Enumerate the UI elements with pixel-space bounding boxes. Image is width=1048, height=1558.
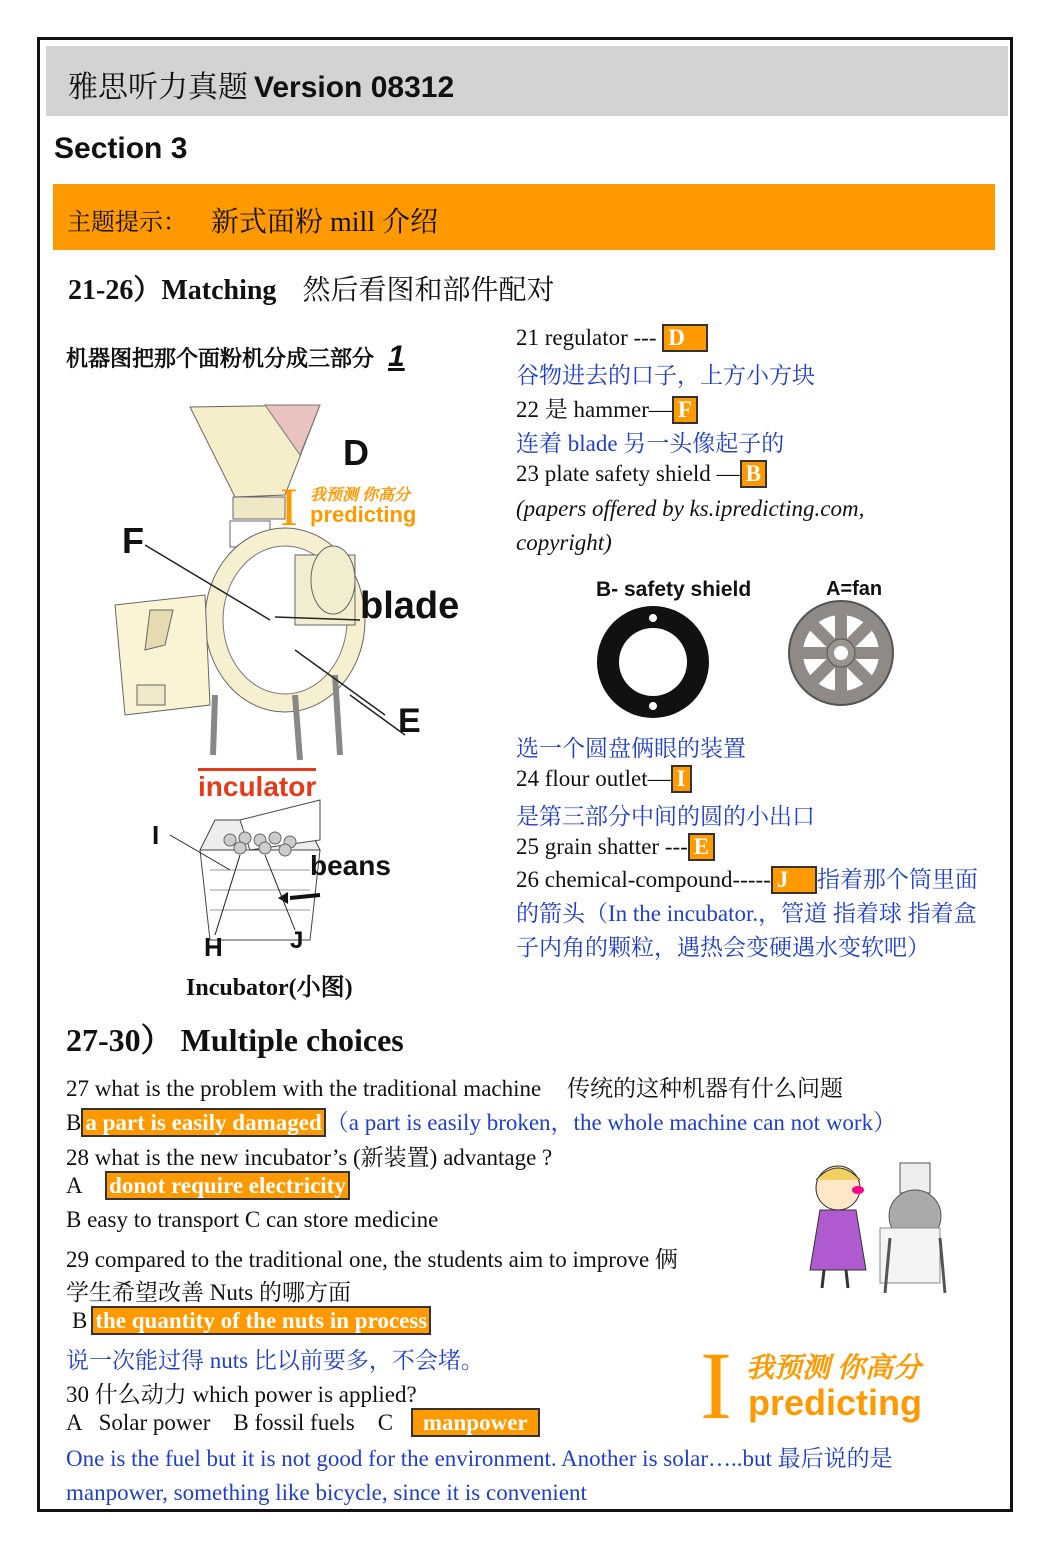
q27 xyxy=(66,1070,843,1103)
q21-text: 21 regulator --- xyxy=(516,325,657,350)
q21-note: 谷物进去的口子，上方小方块 xyxy=(516,363,815,388)
q23-answer: B xyxy=(740,460,767,488)
q24 xyxy=(516,765,692,793)
bottom-logo-en: predicting xyxy=(748,1382,923,1423)
page-title xyxy=(68,62,454,106)
q29: 29 compared to the traditional one, the students aim to improve 俩 xyxy=(66,1247,678,1272)
q30-options-text: A Solar power B fossil fuels C xyxy=(66,1410,394,1435)
fan-label: A=fan xyxy=(826,578,883,600)
q24-answer: I xyxy=(671,765,692,793)
topic-value: 新式面粉 mill 介绍 xyxy=(211,207,439,238)
label-i-incubator: I xyxy=(152,820,160,850)
machine-caption-text: 机器图把那个面粉机分成三部分 xyxy=(66,346,375,371)
q26-note: 指着那个筒里面的箭头（In the incubator.，管道 指着球 指着盒子内角的颗粒，遇热会变硬遇水变软吧） xyxy=(516,867,978,960)
q29-line2: 学生希望改善 Nuts 的哪方面 xyxy=(66,1280,351,1305)
q26-text: 26 chemical-compound----- xyxy=(516,867,771,892)
watermark-i: I xyxy=(280,477,298,537)
q30-note: One is the fuel but it is not good for the environment. Another is solar…..but 最后说的是 manpower, something like bicycle, since it is convenient xyxy=(66,1446,893,1505)
label-d: D xyxy=(343,432,369,473)
q21 xyxy=(516,324,708,352)
matching-title-en: 21-26）Matching xyxy=(68,275,277,306)
watermark-en: predicting xyxy=(310,502,417,527)
title-cn: 雅思听力真题 xyxy=(68,71,248,104)
q28: 28 what is the new incubator’s (新装置) advantage ? xyxy=(66,1145,553,1170)
q27-note: （a part is easily broken，the whole machine can not work） xyxy=(325,1110,897,1135)
q30-options xyxy=(66,1410,540,1436)
q25-text: 25 grain shatter --- xyxy=(516,834,688,859)
topic-bar xyxy=(53,184,995,250)
q27-text: 27 what is the problem with the traditional machine xyxy=(66,1076,542,1101)
safety-shield-image xyxy=(596,605,716,725)
q25-answer: E xyxy=(688,833,715,861)
q23-text: 23 plate safety shield — xyxy=(516,461,740,486)
q27-answer-line xyxy=(66,1104,896,1137)
q29-answer: the quantity of the nuts in process xyxy=(91,1306,431,1335)
q22-answer: F xyxy=(672,396,698,424)
watermark-logo xyxy=(280,477,455,537)
q29-letter: B xyxy=(72,1308,88,1333)
label-j: J xyxy=(290,927,304,954)
q29-note: 说一次能过得 nuts 比以前要多，不会堵。 xyxy=(66,1348,484,1373)
q25 xyxy=(516,833,715,861)
q30-answer: manpower xyxy=(411,1408,540,1437)
q28-others: B easy to transport C can store medicine xyxy=(66,1207,439,1232)
label-beans: beans xyxy=(310,850,391,881)
label-inculator: inculator xyxy=(198,768,316,803)
choose-note: 选一个圆盘俩眼的装置 xyxy=(516,736,746,761)
machine-caption-num: 1 xyxy=(388,340,405,373)
watermark-cn: 我预测 你高分 xyxy=(310,487,411,504)
q27-answer: a part is easily damaged xyxy=(81,1108,325,1137)
incubator-caption: Incubator(小图) xyxy=(186,975,353,1001)
label-f: F xyxy=(122,520,144,561)
q22-note: 连着 blade 另一头像起子的 xyxy=(516,431,785,456)
girl-with-machine-illustration xyxy=(800,1158,960,1298)
bottom-logo-i: I xyxy=(700,1332,732,1439)
matching-title xyxy=(68,268,554,308)
fan-image xyxy=(786,598,896,708)
title-version: Version 08312 xyxy=(254,71,455,104)
topic-label: 主题提示： xyxy=(67,210,187,236)
mc-title: 27-30） Multiple choices xyxy=(66,1022,404,1058)
machine-caption xyxy=(66,340,405,374)
copyright-note: (papers offered by ks.ipredicting.com, copyright) xyxy=(516,496,865,555)
q29-answer-line xyxy=(72,1308,431,1334)
q22 xyxy=(516,391,698,424)
q27-cn: 传统的这种机器有什么问题 xyxy=(566,1076,843,1101)
bottom-logo xyxy=(700,1332,960,1439)
q30: 30 什么动力 which power is applied? xyxy=(66,1382,417,1407)
q24-note: 是第三部分中间的圆的小出口 xyxy=(516,804,815,829)
label-h: H xyxy=(204,932,223,962)
q21-answer: D xyxy=(662,324,708,352)
q28-answer: donot require electricity xyxy=(105,1171,350,1200)
label-blade: blade xyxy=(360,585,460,627)
shield-label: B- safety shield xyxy=(596,578,752,601)
q26-answer: J xyxy=(771,866,817,894)
q24-text: 24 flour outlet— xyxy=(516,766,671,791)
q23 xyxy=(516,460,767,488)
label-e: E xyxy=(398,702,421,740)
q28-letter: A xyxy=(66,1173,82,1198)
q28-answer-line xyxy=(66,1173,350,1199)
q26 xyxy=(516,863,984,965)
q27-letter: B xyxy=(66,1110,82,1135)
q22-text: 22 是 hammer— xyxy=(516,397,672,422)
section-title: Section 3 xyxy=(54,132,188,165)
page-header xyxy=(46,46,1008,116)
bottom-logo-cn: 我预测 你高分 xyxy=(746,1353,922,1384)
matching-title-cn: 然后看图和部件配对 xyxy=(302,275,555,306)
